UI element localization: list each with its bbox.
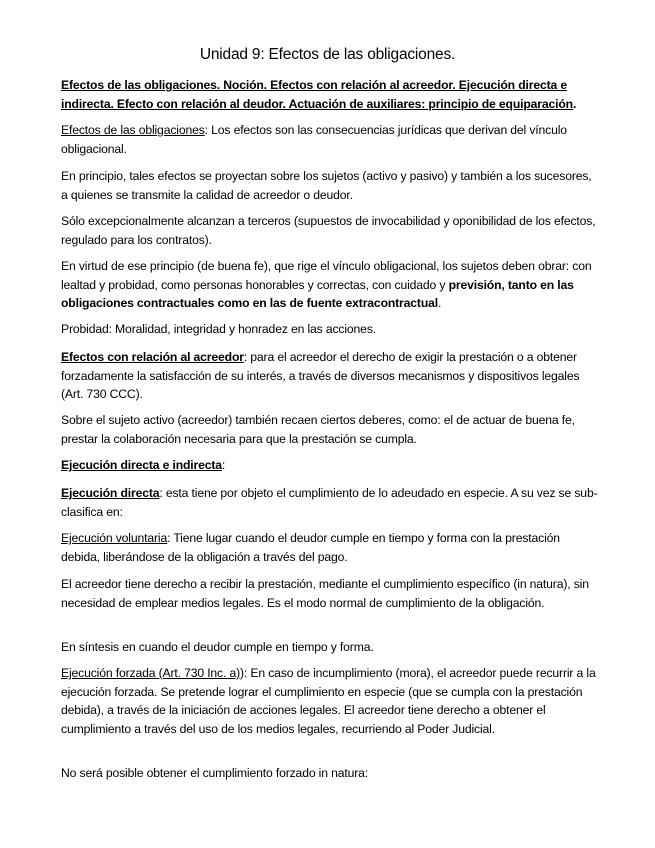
paragraph-sujeto-activo bbox=[61, 411, 601, 448]
paragraph-ejecucion-directa bbox=[61, 484, 601, 521]
text-ejecucion-voluntaria: : Tiene lugar cuando el deudor cumple en tiempo y forma con la prestación debida, liberándose de la obligación a través del pago. bbox=[61, 531, 560, 564]
text-buena-fe: En virtud de ese principio (de buena fe), que rige el vínculo obligacional, los sujetos deben obrar: con lealtad y probidad, como personas honorables y correctas, con cuidado y bbox=[61, 259, 592, 292]
heading-line-2: indirecta. Efecto con relación al deudor. Actuación de auxiliares: principio de equiparación bbox=[61, 96, 573, 111]
bold-prevision: previsión, tanto en las obligaciones contractuales como en las de fuente extracontractual bbox=[61, 277, 574, 310]
paragraph-terceros bbox=[61, 212, 601, 249]
term-ejecucion-voluntaria: Ejecución voluntaria bbox=[61, 531, 168, 545]
text-efectos: : Los efectos son las consecuencias jurídicas que derivan del vínculo obligacional. bbox=[61, 123, 567, 156]
term-acreedor: Efectos con relación al acreedor bbox=[61, 350, 244, 364]
text-ejecucion-directa: : esta tiene por objeto el cumplimiento de lo adeudado en especie. A su vez se sub-clasifica en: bbox=[61, 486, 598, 519]
paragraph-sujetos bbox=[61, 167, 601, 204]
paragraph-no-sera-posible bbox=[61, 764, 601, 783]
paragraph-ejecucion-forzada bbox=[61, 664, 601, 738]
paragraph-buena-fe bbox=[61, 257, 601, 313]
text-terceros: Sólo excepcionalmente alcanzan a terceros (supuestos de invocabilidad y oponibilidad de los efectos, regulado para los contratos). bbox=[61, 214, 596, 247]
term-ejecucion-directa: Ejecución directa bbox=[61, 486, 160, 500]
paragraph-ejecucion-voluntaria bbox=[61, 529, 601, 566]
term-ejecucion-forzada: Ejecución forzada (Art. 730 Inc. a) bbox=[61, 666, 241, 680]
text-sujeto-activo: Sobre el sujeto activo (acreedor) también recaen ciertos deberes, como: el de actuar de buena fe, prestar la colaboración necesaria para que la prestación se cumpla. bbox=[61, 413, 575, 446]
text-derecho-recibir: El acreedor tiene derecho a recibir la prestación, mediante el cumplimiento específico (in natura), sin necesidad de emplear medios legales. Es el modo normal de cumplimiento de la obligación. bbox=[61, 577, 589, 610]
term-ejecucion: Ejecución directa e indirecta bbox=[61, 458, 222, 472]
text-sintesis: En síntesis en cuando el deudor cumple en tiempo y forma. bbox=[61, 640, 374, 654]
heading-line-1: Efectos de las obligaciones. Noción. Efectos con relación al acreedor. Ejecución directa e bbox=[61, 78, 567, 92]
text-probidad: Probidad: Moralidad, integridad y honradez en las acciones. bbox=[61, 322, 376, 336]
document-title: Unidad 9: Efectos de las obligaciones. bbox=[199, 46, 456, 63]
heading-end: . bbox=[572, 96, 577, 111]
text-ejecucion: : bbox=[221, 458, 226, 472]
paragraph-acreedor bbox=[61, 348, 601, 404]
section-heading bbox=[61, 76, 601, 113]
paragraph-efectos bbox=[61, 121, 601, 158]
paragraph-ejecucion bbox=[61, 456, 601, 475]
paragraph-sintesis bbox=[61, 638, 601, 657]
paragraph-probidad bbox=[61, 320, 601, 339]
term-efectos: Efectos de las obligaciones bbox=[61, 123, 205, 137]
text-acreedor: : para el acreedor el derecho de exigir la prestación o a obtener forzadamente la satisfacción de su interés, a través de diversos mecanismos y dispositivos legales (Art. 730 CCC). bbox=[61, 350, 580, 401]
text-sujetos: En principio, tales efectos se proyectan sobre los sujetos (activo y pasivo) y también a los sucesores, a quienes se transmite la calidad de acreedor o deudor. bbox=[61, 169, 592, 202]
text-ejecucion-forzada: ): En caso de incumplimiento (mora), el acreedor puede recurrir a la ejecución forzada. Se pretende lograr el cumplimiento en especie (que se cumpla con la prestación debida), a través de la iniciación de acciones legales. El acreedor tiene derecho a obtener el cumplimiento a través del uso de los medios legales, recurriendo al Poder Judicial. bbox=[61, 666, 596, 736]
paragraph-derecho-recibir bbox=[61, 575, 601, 612]
text-buena-fe-end: . bbox=[437, 296, 442, 310]
text-no-sera-posible: No será posible obtener el cumplimiento forzado in natura: bbox=[61, 766, 368, 780]
